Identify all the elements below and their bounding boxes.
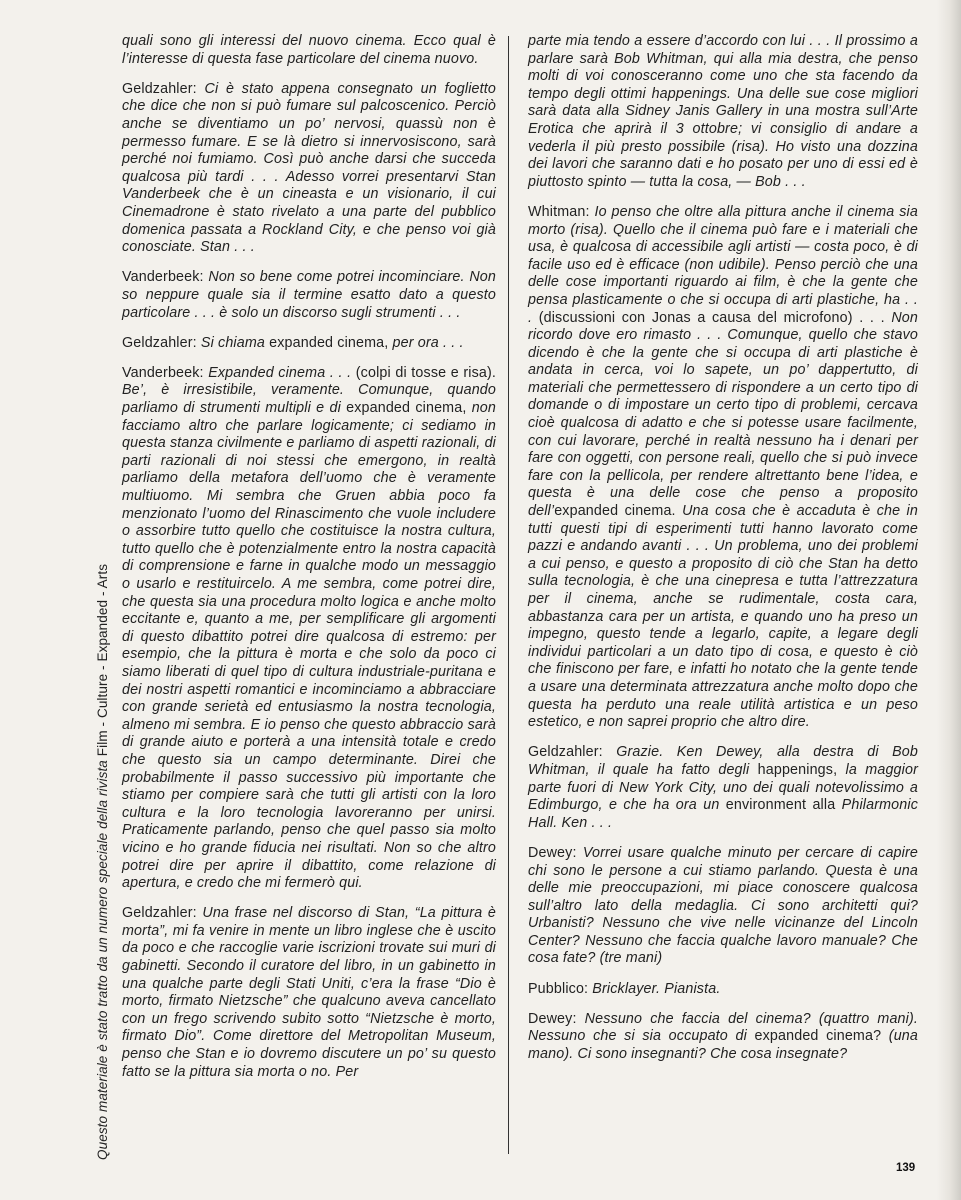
speech-term: alla [812, 797, 836, 814]
speech-term: environment [725, 797, 807, 814]
speaker-label: Dewey: [528, 1010, 577, 1027]
paragraph: parte mia tendo a essere d’accordo con lui . . . Il prossimo a parlare sarà Bob Whitman, qui alla mia destra, che penso molti di voi conosceranno come uno che sta facendo da tempo degli ottimi happenings. Una delle sue cose migliori sarà data alla Sidney Janis Gallery in una mostra sull’Arte Erotica che aprirà il 3 ottobre; vi consiglio di andare a vederla il più presto possibile (risa). Ho visto una dozzina dei lavori che saranno dati e ho posato per uno di essi ed è piuttosto spinto — tutta la cosa, — Bob . . . [528, 33, 918, 190]
paragraph [528, 1011, 918, 1064]
speech-text: Non so bene come potrei incominciare. Non so neppure quale sia il termine esatto dato a questo particolare . . . è solo un discorso sugli strumenti . . . [122, 269, 496, 321]
speaker-label: Vanderbeek: [122, 364, 204, 381]
speech-term: happenings, [757, 761, 838, 778]
paragraph [122, 905, 496, 1081]
speech-text: Grazie. Ken Dewey, alla destra di Bob Whitman, il quale ha fatto degli [528, 744, 918, 778]
side-caption-plain: Film - Culture - Expanded - Arts [95, 563, 110, 757]
speech-text: (una mano). Ci sono insegnanti? Che cosa insegnate? [528, 1028, 919, 1063]
speech-text: Be’, è irresistibile, veramente. Comunque, quando parliamo di strumenti multipli e di [122, 382, 496, 417]
speech-text: Una frase nel discorso di Stan, “La pittura è morta”, mi fa venire in mente un libro inglese che è uscito da poco e che raccoglie varie iscrizioni trovate sui muri di gabinetti. Secondo il curatore del libro, in un gabinetto in una qualche parte degli Stati Uniti, c’era la frase “Dio è morto, firmato Nietzsche” che qualcuno aveva cancellato con un frego scrivendo subito sotto “Nietzsche è morto, firmato Dio”. Come direttore del Metropolitan Museum, penso che Stan e io dovremo discutere un po’ su questo fatto se la pittura sia morta o no. Per [122, 905, 497, 1080]
paragraph: quali sono gli interessi del nuovo cinema. Ecco qual è l’interesse di questa fase particolare del cinema nuovo. [122, 33, 496, 67]
left-column [122, 33, 496, 1094]
speech-text: per ora . . . [392, 334, 464, 351]
speech-text: Ci è stato appena consegnato un foglietto che dice che non si può fumare sul palcoscenico. Perciò anche se diventiamo un po’ nervosi, quassù non è permesso fumare. E se là dietro si innervosiscono, sarà perché noi fumiamo. Così può anche darsi che succeda qualcosa più tardi . . . Adesso vorrei presentarvi Stan Vanderbeek che è un cineasta e un visionario, il cui Cinemadrone è stato rivelato a una parte del pubblico domenica passata a Rockland City, e che penso voi già conosciate. Stan . . . [122, 80, 496, 256]
paragraph [122, 81, 496, 257]
speaker-label: Geldzahler: [528, 744, 603, 761]
paragraph [122, 335, 496, 353]
speech-text: Si chiama [200, 334, 266, 351]
speech-text: la maggior parte fuori di New York City, uno dei quali notevolissimo a Edimburgo, e che ha ora un [528, 761, 918, 814]
stage-direction: (discussioni con Jonas a causa del microfono) . . . [538, 309, 885, 326]
paragraph [528, 845, 918, 968]
speaker-label: Geldzahler: [122, 334, 197, 351]
right-column [528, 33, 918, 1076]
paragraph [122, 269, 496, 322]
speaker-label: Whitman: [528, 203, 590, 220]
paragraph [528, 981, 918, 999]
speech-text: Expanded cinema . . . [208, 364, 352, 381]
column-divider [508, 36, 509, 1154]
speaker-label: Geldzahler: [122, 80, 197, 97]
speech-text: Vorrei usare qualche minuto per cercare di capire chi sono le persone a cui stiamo parlando. Questa è una delle mie preoccupazioni, mi piace conoscere qualcosa sull’altro lato della medaglia. Ci sono architetti qui? Urbanisti? Nessuno che vive nelle vicinanze del Lincoln Center? Nessuno che faccia qualche lavoro manuale? Che cosa fate? (tre mani) [528, 844, 918, 967]
speech-text: Io penso che oltre alla pittura anche il cinema sia morto (risa). Quello che il cinema può fare e i materiali che usa, è qualcosa di accessibile agli artisti — costa poco, è di facile uso ed è efficace (non udibile). Penso perciò che una delle cose importanti riguardo ai film, è che la gente che pensa plasticamente o che si occupa di arti plastiche, ha . . . [528, 203, 918, 326]
paragraph [528, 204, 918, 732]
speech-text: Bricklayer. Pianista. [592, 980, 721, 997]
speech-text: Philarmonic Hall. Ken . . . [528, 797, 918, 831]
speech-text: Non ricordo dove ero rimasto . . . Comunque, quello che stavo dicendo è che la gente che si occupa di arti plastiche è andata in cerca, voi lo sapete, un po’ dappertutto, di materiali che permettessero di rispondere a un certo tipo di domande o di impostare un certo tipo di problemi, cercava cioè qualcosa di adatto e che si potesse usare facilmente, con cui lavorare, perché in realtà nessuno ha i denari per fare con oggetti, con persone reali, quello che si può invece fare con la pellicola, per rendere altrettanto bene l’idea, e questa è una delle cose che penso a proposito dell’ [528, 309, 918, 520]
speaker-label: Dewey: [528, 844, 577, 861]
side-caption [95, 520, 110, 1160]
speech-text: non facciamo altro che parlare logicamente; ci sediamo in questa stanza civilmente e parliamo di aspetti razionali, di parti razionali di noi stessi che emergono, in realtà parliamo della metafora dell’uomo che è veramente multiuomo. Mi sembra che Gruen abbia poco fa menzionato l’uomo del Rinascimento che vuole includere o assorbire tutto quello che costituisce la nostra cultura, tutto quello che è potenzialmente entro la nostra capacità di comprensione e farne in qualche modo un messaggio o usarlo e restituircelo. A me sembra, come potrei dire, che questa sia una procedura molto logica e anche molto eccitante e, quanto a me, per semplificare gli argomenti di questo dibattito potrei dire qualcosa di estremo: per esempio, che la pittura è morta e che solo da poco ci siamo liberati di quel tipo di cultura industriale-puritana e dei nostri aspetti romantici e incominciamo a abbracciare con grande serietà ed entusiasmo la nostra tecnologia, almeno mi sembra. E io penso che questo abbraccio sarà di grande aiuto e porterà a una intensità totale e credo che questo sia un campo determinante. Direi che probabilmente il passo successivo più importante che stiamo per compiere sarà che tutti gli artisti con la loro cultura e la loro tecnologia lavoreranno per unirsi. Praticamente parlando, penso che quel passo sia molto vicino e ho grande fiducia nei risultati. Non so che altro potrei dire per aprire il dibattito, come relazione di apertura, e credo che mi fermerò qui. [122, 400, 496, 892]
speech-term: expanded cinema? [754, 1028, 882, 1045]
speech-term: expanded cinema. [554, 503, 676, 520]
paragraph [122, 365, 496, 893]
speaker-label: Vanderbeek: [122, 269, 204, 286]
speaker-label: Geldzahler: [122, 905, 197, 922]
paragraph [528, 744, 918, 832]
page-edge [937, 0, 961, 1200]
page-number: 139 [896, 1162, 916, 1174]
speech-text: Nessuno che faccia del cinema? (quattro mani). Nessuno che si sia occupato di [528, 1010, 919, 1045]
stage-direction: (colpi di tosse e risa). [355, 364, 497, 381]
speaker-label: Pubblico: [528, 980, 589, 997]
speech-term: expanded cinema, [269, 334, 389, 351]
speech-term: expanded cinema, [346, 400, 467, 417]
speech-text: Una cosa che è accaduta è che in tutti questi tipi di esperimenti tutti hanno lavorato come pazzi e andando avanti . . . Un problema, uno dei problemi a cui penso, e questo a proposito di ciò che Stan ha detto sulla tecnologia, è che una cinepresa e tutta l’attrezzatura per il cinema, anche se rudimentale, costa cara, abbastanza cara per un artista, e quando uno ha preso un impegno, questo tende a legarlo, capite, a legare degli individui particolari a un dato tipo di cosa, e questo è ciò che finiscono per fare, e infatti ho notato che la gente tende a usare una determinata attrezzatura anche molto dopo che questa ha perduto una reale utilità artistica e un peso estetico, e non saprei proprio che altro dire. [528, 503, 918, 731]
side-caption-italic: Questo materiale è stato tratto da un numero speciale della rivista [95, 760, 110, 1160]
